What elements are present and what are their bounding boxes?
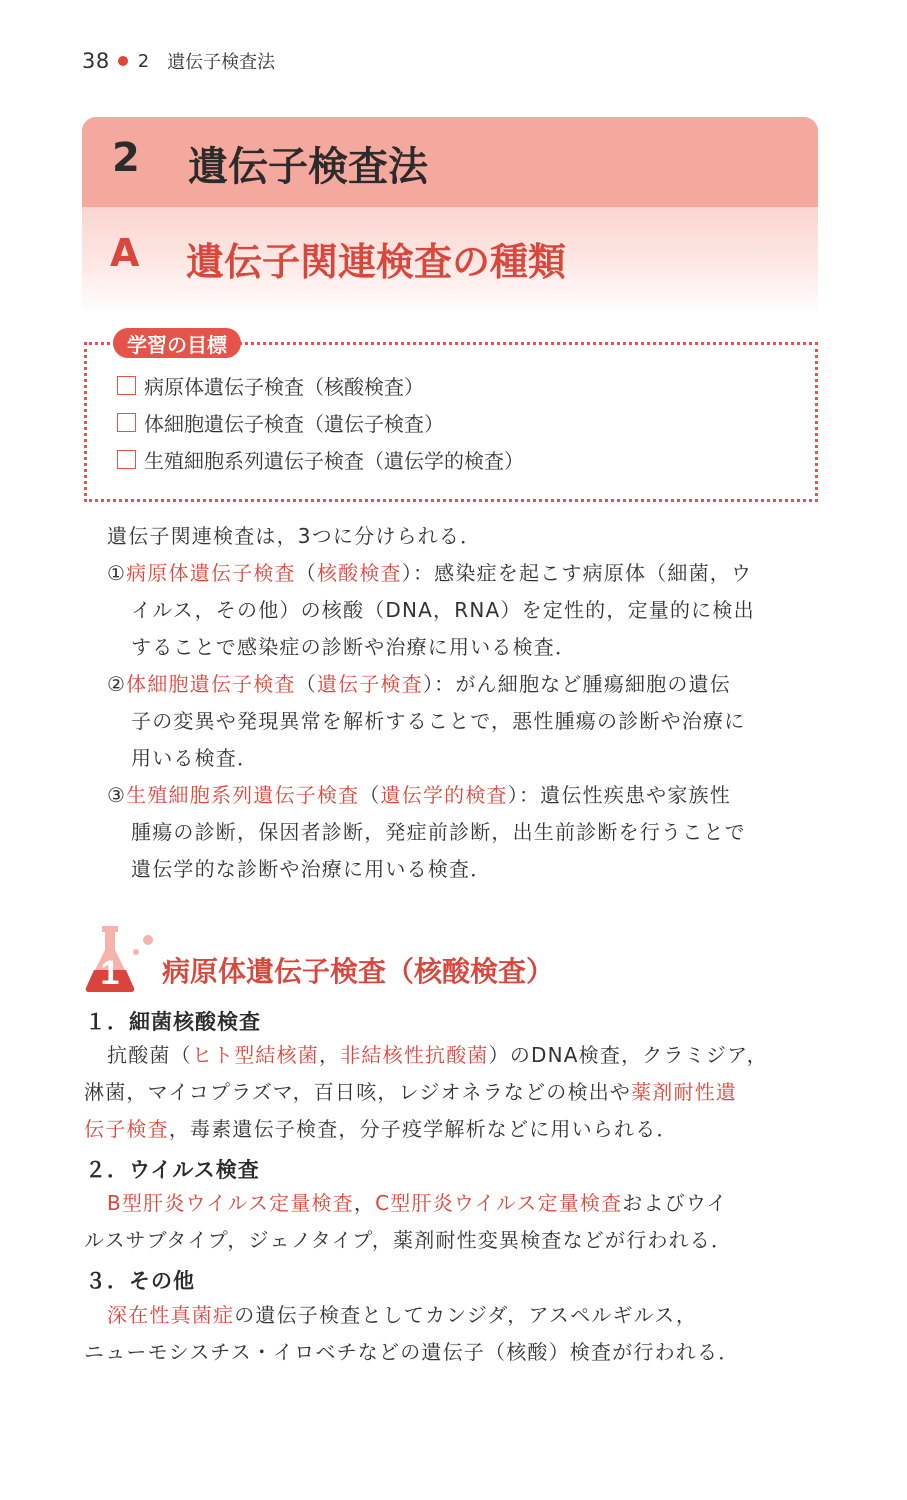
paren-close: ）: [401, 561, 413, 585]
type-item-line: 用いる検査．: [131, 746, 259, 770]
paren-open: （: [359, 783, 381, 807]
text-run: ）のDNA検査，クラミジア，: [488, 1043, 768, 1067]
intro-paragraph: 遺伝子関連検査は，3つに分けられる．: [107, 524, 482, 548]
type-item-line: 腫瘍の診断，保因者診断，発症前診断，出生前診断を行うことで: [131, 820, 746, 844]
type-marker: ②: [107, 672, 127, 696]
highlighted-term: 伝子検査: [84, 1117, 169, 1141]
goal-item-text: 体細胞遺伝子検査（遺伝子検査）: [144, 412, 444, 436]
paren-open: （: [295, 672, 317, 696]
paragraph-line: ニューモシスチス・イロベチなどの遺伝子（核酸）検査が行われる．: [84, 1340, 740, 1364]
text-run: 淋菌，マイコプラズマ，百日咳，レジオネラなどの検出や: [84, 1080, 632, 1104]
highlighted-term: ヒト型結核菌: [191, 1043, 320, 1067]
paragraph-line: [84, 1111, 678, 1148]
checkbox-icon: [117, 413, 136, 432]
paren-close: ）: [422, 672, 435, 696]
text-run: およびウイ: [622, 1191, 728, 1215]
type-item-line: [107, 666, 731, 703]
highlighted-term: 非結核性抗酸菌: [340, 1043, 489, 1067]
type-item-line: [107, 777, 731, 814]
chapter-title: [112, 135, 428, 192]
checkbox-icon: [117, 376, 136, 395]
text-run: の遺伝子検査としてカンジダ，アスペルギルス，: [234, 1303, 698, 1327]
type-item-line: 遺伝学的な診断や治療に用いる検査．: [131, 857, 492, 881]
paragraph-line: ルスサブタイプ，ジェノタイプ，薬剤耐性変異検査などが行われる．: [84, 1228, 733, 1252]
paragraph-line: [107, 1037, 768, 1074]
paragraph-line: [107, 1185, 728, 1222]
chapter-title-text: 遺伝子検査法: [188, 144, 428, 190]
chapter-number: 2: [112, 135, 140, 181]
type-term: 生殖細胞系列遺伝子検査: [126, 783, 360, 807]
goal-item: [117, 445, 524, 474]
highlighted-term: B型肝炎ウイルス定量検査: [107, 1191, 354, 1215]
type-item-line: することで感染症の診断や治療に用いる検査．: [131, 635, 577, 659]
type-item-line: [107, 555, 752, 592]
section-letter: A: [110, 231, 140, 275]
running-head: [82, 46, 275, 76]
type-description: ：感染症を起こす病原体（細菌，ウ: [412, 561, 753, 585]
highlighted-term: 薬剤耐性遺: [631, 1080, 738, 1104]
chapter-banner: [82, 117, 818, 207]
topic-title: 病原体遺伝子検査（核酸検査）: [162, 955, 555, 988]
subsection-heading: ３．その他: [85, 1269, 195, 1293]
text-run: ，: [319, 1043, 341, 1067]
type-description: ：がん細胞など腫瘍細胞の遺伝: [434, 672, 731, 696]
running-head-chapter-number: 2: [137, 50, 150, 72]
text-run: 抗酸菌（: [107, 1043, 192, 1067]
section-title-text: 遺伝子関連検査の種類: [186, 240, 567, 284]
type-alias: 核酸検査: [316, 561, 402, 585]
running-head-chapter-title: 遺伝子検査法: [167, 52, 276, 73]
type-item-line: 子の変異や発現異常を解析することで，悪性腫瘍の診断や治療に: [131, 709, 746, 733]
checkbox-icon: [117, 450, 136, 469]
goal-item: [117, 408, 444, 437]
page-number: 38: [82, 49, 110, 73]
type-alias: 遺伝学的検査: [380, 783, 508, 807]
subsection-heading: １．細菌核酸検査: [85, 1010, 261, 1034]
section-title: [110, 231, 566, 286]
type-term: 病原体遺伝子検査: [126, 561, 296, 585]
text-run: ，毒素遺伝子検査，分子疫学解析などに用いられる．: [168, 1117, 678, 1141]
type-marker: ①: [107, 561, 127, 585]
bullet-dot-icon: [118, 56, 128, 66]
paren-open: （: [295, 561, 317, 585]
section-banner: [82, 207, 818, 315]
type-item-line: イルス，その他）の核酸（DNA，RNA）を定性的，定量的に検出: [131, 598, 755, 622]
subsection-heading: ２．ウイルス検査: [85, 1158, 260, 1182]
highlighted-term: 深在性真菌症: [107, 1303, 235, 1327]
text-run: ，: [353, 1191, 376, 1215]
paragraph-line: [107, 1297, 697, 1334]
type-alias: 遺伝子検査: [316, 672, 423, 696]
highlighted-term: C型肝炎ウイルス定量検査: [375, 1191, 623, 1215]
paren-close: ）: [507, 783, 519, 807]
paragraph-line: [84, 1074, 737, 1111]
goal-item-text: 病原体遺伝子検査（核酸検査）: [144, 375, 424, 399]
type-term: 体細胞遺伝子検査: [126, 672, 296, 696]
goal-item: [117, 371, 424, 400]
topic-number: 1: [100, 954, 120, 992]
learning-goals-label: 学習の目標: [113, 328, 241, 358]
type-marker: ③: [107, 783, 127, 807]
goal-item-text: 生殖細胞系列遺伝子検査（遺伝学的検査）: [144, 449, 524, 473]
type-description: ：遺伝性疾患や家族性: [518, 783, 731, 807]
flask-icon: [82, 922, 162, 994]
